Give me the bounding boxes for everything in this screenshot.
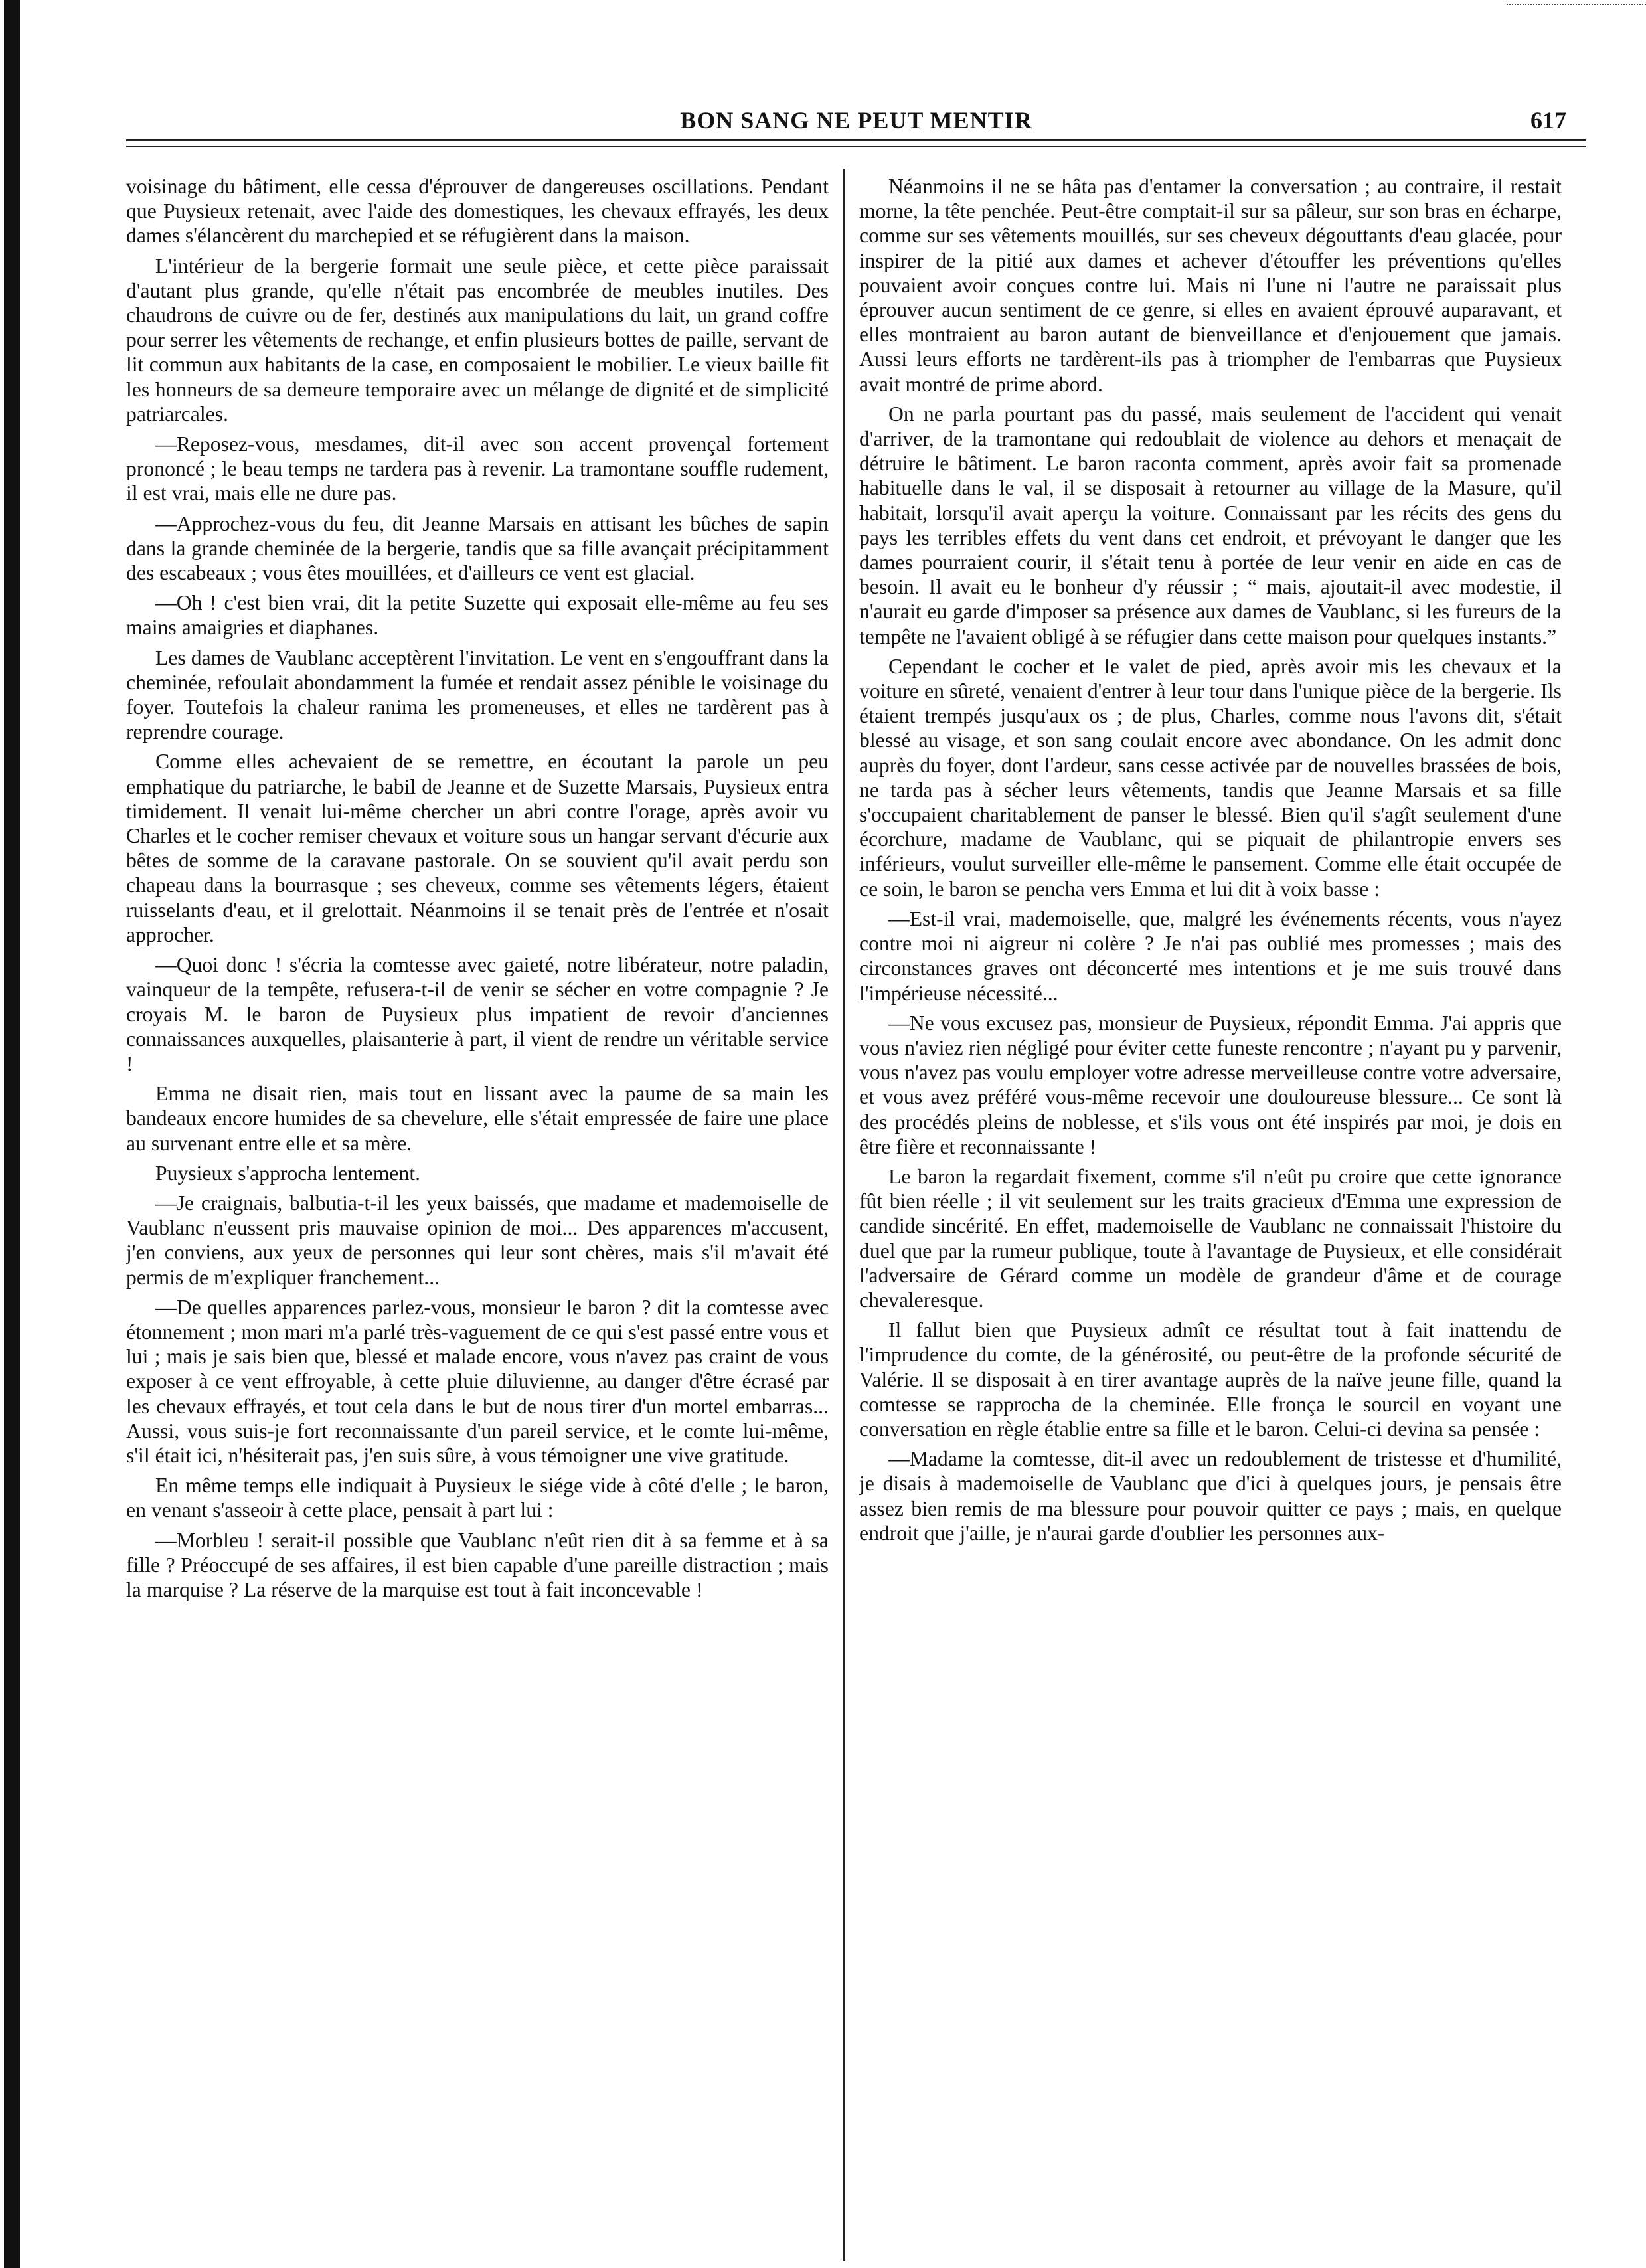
paragraph: On ne parla pourtant pas du passé, mais seulement de l'accident qui venait d'arriver, de la tramontane qui redoublait de violence au dehors et menaçait de détruire le bâtiment. Le baron raconta comment, après avoir fait sa promenade habituelle dans le val, il se disposait à retourner au village de la Masure, qu'il habitait, lorsqu'il avait aperçu la voiture. Connaissant par les récits des gens du pays les terribles effets du vent dans cet endroit, et prévoyant le danger que les dames pourraient courir, il s'était tenu à portée de leur venir en aide en cas de besoin. Il avait eu le bonheur d'y réussir ; “ mais, ajoutait-il avec modestie, il n'aurait eu garde d'imposer sa présence aux dames de Vaublanc, si les fureurs de la tempête ne l'avaient obligé à se réfugier dans cette maison pour quelques instants.” (859, 402, 1562, 648)
binding-edge (4, 0, 20, 2268)
running-title: BON SANG NE PEUT MENTIR (680, 107, 1032, 133)
paragraph: Comme elles achevaient de se remettre, en écoutant la parole un peu emphatique du patriarche, le babil de Jeanne et de Suzette Marsais, Puysieux entra timidement. Il venait lui-même chercher un abri contre l'orage, après avoir vu Charles et le cocher remiser chevaux et voiture sous un hangar servant d'écurie aux bêtes de somme de la caravane pastorale. On se souvient qu'il avait perdu son chapeau dans la bourrasque ; ses cheveux, comme ses vêtements légers, étaient ruisselants d'eau, et il grelottait. Néanmoins il se tenait près de l'entrée et n'osait approcher. (126, 750, 829, 946)
paragraph: —Morbleu ! serait-il possible que Vaublanc n'eût rien dit à sa femme et à sa fille ? Préoccupé de ses affaires, il est bien capable d'une pareille distraction ; mais la marquise ? La réserve de la marquise est tout à fait inconcevable ! (126, 1528, 829, 1601)
paragraph: Néanmoins il ne se hâta pas d'entamer la conversation ; au contraire, il restait morne, la tête penchée. Peut-être comptait-il sur sa pâleur, sur son bras en écharpe, comme sur ses vêtements mouillés, sur ses cheveux dégouttants d'eau glacée, pour inspirer de la pitié aux dames et achever d'étouffer les préventions qu'elles pouvaient avoir conçues contre lui. Mais ni l'une ni l'autre ne paraissait plus éprouver aucun sentiment de ce genre, si elles en avaient éprouvé auparavant, et elles montraient au baron autant de bienveillance et d'enjouement que jamais. Aussi leurs efforts ne tardèrent-ils pas à triompher de l'embarras que Puysieux avait montré de prime abord. (859, 175, 1562, 396)
corner-mark (1507, 4, 1646, 5)
paragraph: voisinage du bâtiment, elle cessa d'éprouver de dangereuses oscillations. Pendant que Puysieux retenait, avec l'aide des domestiques, les chevaux effrayés, les deux dames s'élancèrent du marchepied et se réfugièrent dans la maison. (126, 175, 829, 248)
paragraph: En même temps elle indiquait à Puysieux le siége vide à côté d'elle ; le baron, en venant s'asseoir à cette place, pensait à part lui : (126, 1474, 829, 1522)
paragraph: —Je craignais, balbutia-t-il les yeux baissés, que madame et mademoiselle de Vaublanc n'eussent pris mauvaise opinion de moi... Des apparences m'accusent, j'en conviens, aux yeux de personnes qui leur sont chères, mais s'il m'avait été permis de m'expliquer franchement... (126, 1191, 829, 1289)
paragraph: Le baron la regardait fixement, comme s'il n'eût pu croire que cette ignorance fût bien réelle ; il vit seulement sur les traits gracieux d'Emma une expression de candide sincérité. En effet, mademoiselle de Vaublanc ne connaissait l'histoire du duel que par la rumeur publique, toute à l'avantage de Puysieux, et elle considérait l'adversaire de Gérard comme un modèle de grandeur d'âme et de courage chevaleresque. (859, 1164, 1562, 1312)
paragraph: —Est-il vrai, mademoiselle, que, malgré les événements récents, vous n'ayez contre moi ni aigreur ni colère ? Je n'ai pas oublié mes promesses ; mais des circonstances graves ont déconcerté mes intentions et je me suis trouvé dans l'impérieuse nécessité... (859, 907, 1562, 1005)
page-number: 617 (1530, 107, 1566, 133)
paragraph: Cependant le cocher et le valet de pied, après avoir mis les chevaux et la voiture en sûreté, venaient d'entrer à leur tour dans l'unique pièce de la bergerie. Ils étaient trempés jusqu'aux os ; de plus, Charles, comme nous l'avons dit, s'était blessé au visage, et son sang coulait encore avec abondance. On les admit donc auprès du foyer, dont l'ardeur, sans cesse activée par de nouvelles brassées de bois, ne tarda pas à sécher leurs vêtements, tandis que Jeanne Marsais et sa fille s'occupaient charitablement de panser le blessé. Bien qu'il s'agît seulement d'une écorchure, madame de Vaublanc, qui se piquait de philantropie envers ses inférieurs, voulut surveiller elle-même le pansement. Comme elle était occupée de ce soin, le baron se pencha vers Emma et lui dit à voix basse : (859, 654, 1562, 901)
paragraph: Il fallut bien que Puysieux admît ce résultat tout à fait inattendu de l'imprudence du comte, de la générosité, ou peut-être de la profonde sécurité de Valérie. Il se disposait à en tirer avantage auprès de la naïve jeune fille, quand la comtesse se rapprocha de la cheminée. Elle fronça le sourcil en voyant une conversation en règle établie entre sa fille et le baron. Celui-ci devina sa pensée : (859, 1318, 1562, 1440)
paragraph: —Reposez-vous, mesdames, dit-il avec son accent provençal fortement prononcé ; le beau temps ne tardera pas à revenir. La tramontane souffle rudement, il est vrai, mais elle ne dure pas. (126, 432, 829, 505)
paragraph: Emma ne disait rien, mais tout en lissant avec la paume de sa main les bandeaux encore humides de sa chevelure, elle s'était empressée de faire une place au survenant entre elle et sa mère. (126, 1082, 829, 1155)
paragraph: —Quoi donc ! s'écria la comtesse avec gaieté, notre libérateur, notre paladin, vainqueur de la tempête, refusera-t-il de venir se sécher en votre compagnie ? Je croyais M. le baron de Puysieux plus impatient de revoir d'anciennes connaissances auxquelles, plaisanterie à part, il vient de rendre un véritable service ! (126, 953, 829, 1075)
paragraph: —Approchez-vous du feu, dit Jeanne Marsais en attisant les bûches de sapin dans la grande cheminée de la bergerie, tandis que sa fille avançait précipitamment des escabeaux ; vous êtes mouillées, et d'ailleurs ce vent est glacial. (126, 511, 829, 585)
paragraph: Puysieux s'approcha lentement. (155, 1161, 421, 1185)
paragraph: —De quelles apparences parlez-vous, monsieur le baron ? dit la comtesse avec étonnement ; mon mari m'a parlé très-vaguement de ce qui s'est passé entre vous et lui ; mais je sais bien que, blessé et malade encore, vous n'avez pas craint de vous exposer à ce vent effroyable, à cette pluie diluvienne, au danger d'être écrasé par les chevaux effrayés, et tout cela dans le but de nous tirer d'un mortel embarras... Aussi, vous suis-je fort reconnaissante d'un pareil service, et le comte lui-même, s'il était ici, n'hésiterait pas, j'en suis sûre, à vous témoigner une vive gratitude. (126, 1295, 829, 1467)
left-column (126, 174, 829, 2259)
paragraph: —Ne vous excusez pas, monsieur de Puysieux, répondit Emma. J'ai appris que vous n'aviez rien négligé pour éviter cette funeste rencontre ; n'ayant pu y parvenir, vous n'avez pas voulu employer votre adresse merveilleuse contre votre adversaire, et vous avez préféré vous-même recevoir une douloureuse blessure... Ce sont là des procédés pleins de noblesse, et s'ils vous ont été inspirés par moi, je dois en être fière et reconnaissante ! (859, 1011, 1562, 1158)
paragraph: L'intérieur de la bergerie formait une seule pièce, et cette pièce paraissait d'autant plus grande, qu'elle n'était pas encombrée de meubles inutiles. Des chaudrons de cuivre ou de fer, destinés aux manipulations du lait, un grand coffre pour serrer les vêtements de rechange, et enfin plusieurs bottes de paille, servant de lit commun aux habitants de la case, en composaient le mobilier. Le vieux baille fit les honneurs de sa demeure temporaire avec un mélange de dignité et de simplicité patriarcales. (126, 254, 829, 426)
header-rule-bottom (126, 146, 1586, 147)
paragraph: —Oh ! c'est bien vrai, dit la petite Suzette qui exposait elle-même au feu ses mains amaigries et diaphanes. (126, 591, 829, 640)
paragraph: —Madame la comtesse, dit-il avec un redoublement de tristesse et d'humilité, je disais à mademoiselle de Vaublanc que d'ici à quelques jours, je pensais être assez bien remis de ma blessure pour pouvoir quitter ce pays ; mais, en quelque endroit que j'aille, je n'aurai garde d'oublier les personnes aux- (859, 1447, 1562, 1545)
right-column (859, 174, 1562, 2259)
column-divider (843, 169, 845, 2261)
paragraph: Les dames de Vaublanc acceptèrent l'invitation. Le vent en s'engouffrant dans la cheminée, refoulait abondamment la fumée et rendait assez pénible le voisinage du foyer. Toutefois la chaleur ranima les promeneuses, et elles ne tardèrent pas à reprendre courage. (126, 646, 829, 744)
header-rule-top (126, 139, 1586, 141)
